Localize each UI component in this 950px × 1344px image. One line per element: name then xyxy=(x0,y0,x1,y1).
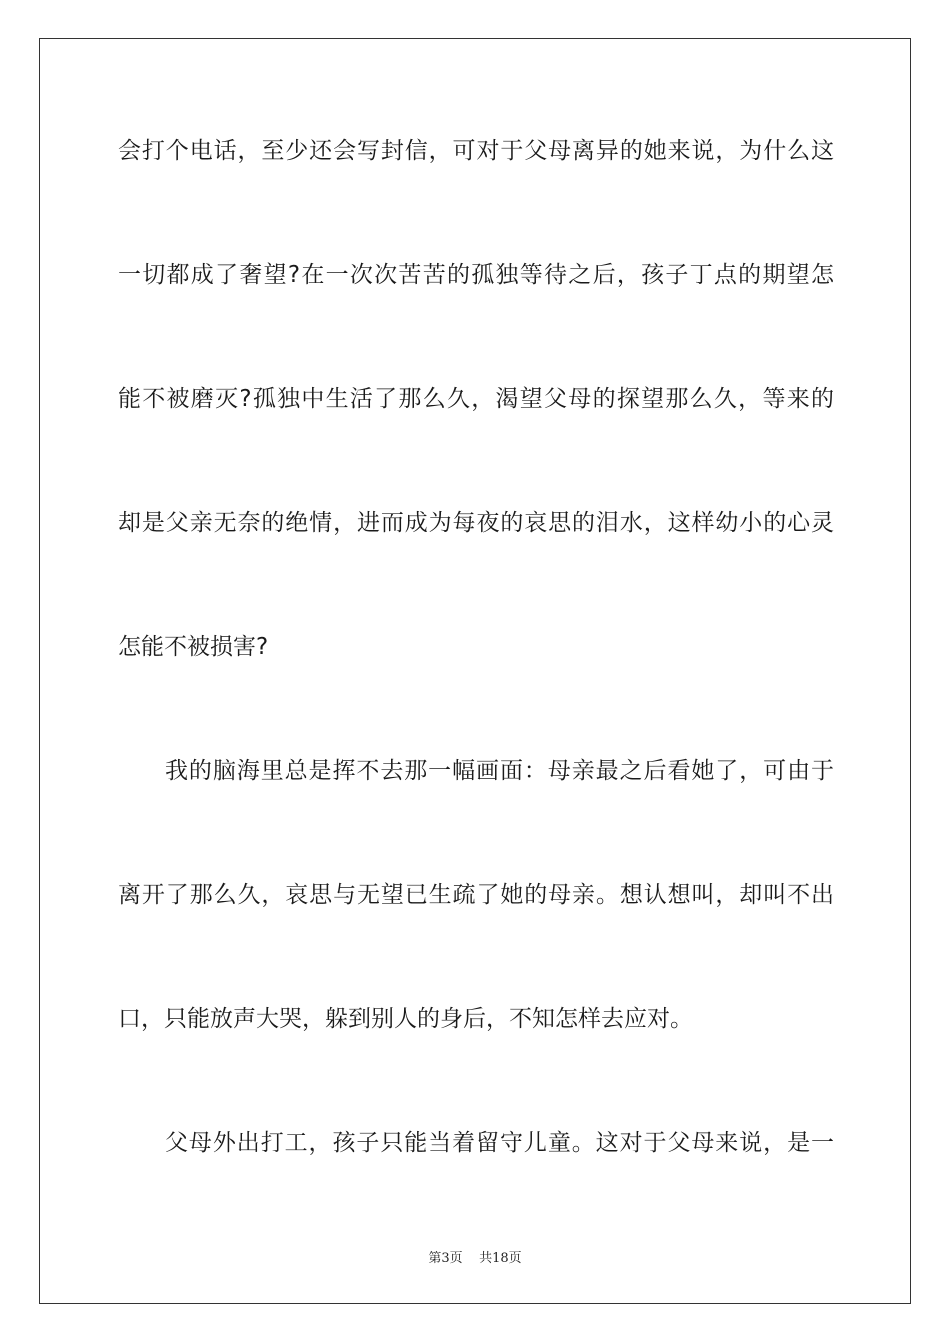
text-line: 离开了那么久，哀思与无望已生疏了她的母亲。想认想叫，却叫不出 xyxy=(118,882,834,908)
text-line: 怎能不被损害? xyxy=(118,634,269,660)
page-number: 第3页 xyxy=(428,1251,463,1266)
text-line: 能不被磨灭?孤独中生活了那么久，渴望父母的探望那么久，等来的 xyxy=(118,386,834,412)
text-line: 却是父亲无奈的绝情，进而成为每夜的哀思的泪水，这样幼小的心灵 xyxy=(118,510,834,536)
page-footer xyxy=(0,1247,950,1267)
text-line: 口，只能放声大哭，躲到别人的身后，不知怎样去应对。 xyxy=(118,1006,693,1032)
paragraph-start-line: 我的脑海里总是挥不去那一幅画面：母亲最之后看她了，可由于 xyxy=(165,758,834,784)
page-border xyxy=(39,38,911,1304)
page-total: 共18页 xyxy=(479,1251,522,1266)
text-line: 一切都成了奢望?在一次次苦苦的孤独等待之后，孩子丁点的期望怎 xyxy=(118,262,834,288)
text-line: 会打个电话，至少还会写封信，可对于父母离异的她来说，为什么这 xyxy=(118,138,834,164)
paragraph-start-line: 父母外出打工，孩子只能当着留守儿童。这对于父母来说，是一 xyxy=(165,1130,834,1156)
